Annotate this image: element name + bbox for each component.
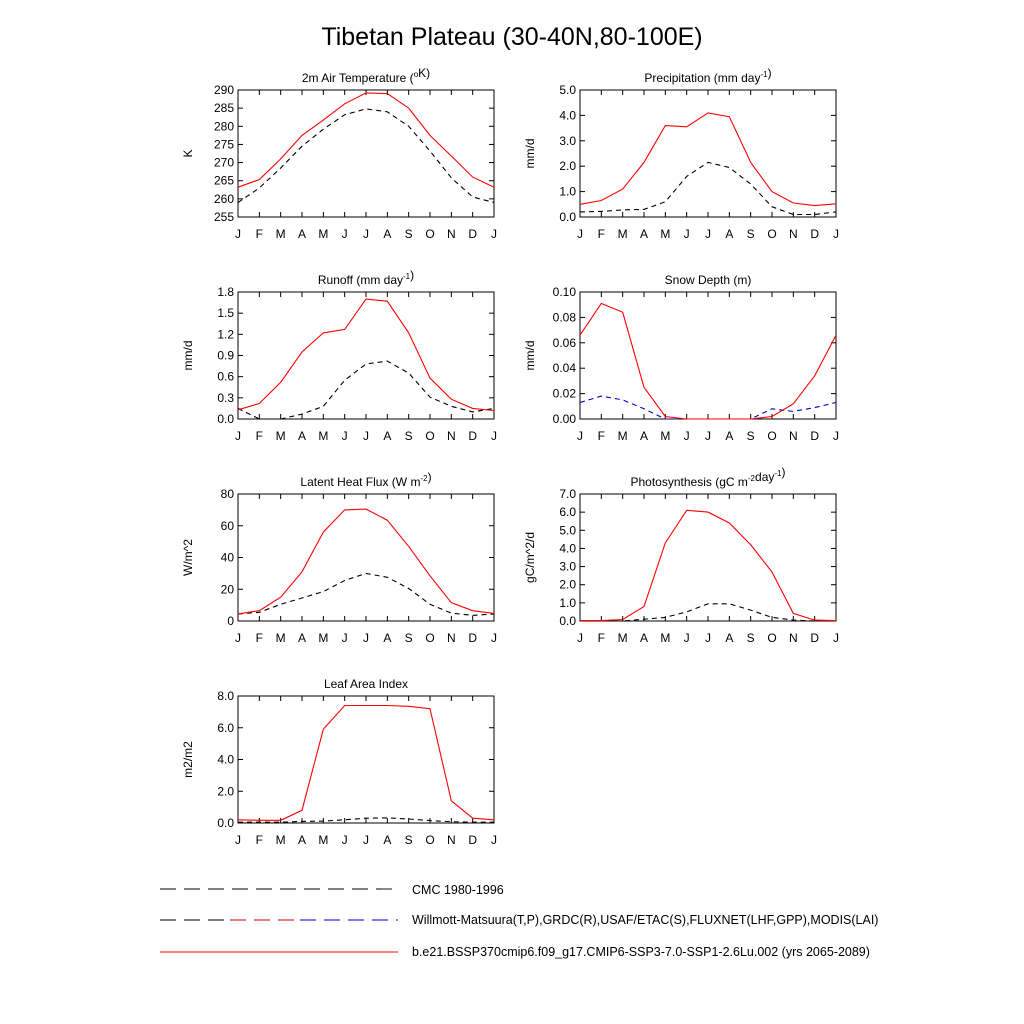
- panel-3: [181, 268, 497, 443]
- x-tick-label: A: [383, 227, 392, 241]
- x-tick-label: J: [833, 631, 839, 645]
- panel-title-sup: -2: [420, 474, 428, 483]
- x-tick-label: F: [597, 631, 606, 645]
- figure-title: Tibetan Plateau (30-40N,80-100E): [321, 23, 703, 51]
- x-tick-label: F: [597, 429, 606, 443]
- x-tick-label: J: [341, 833, 348, 847]
- x-tick-label: J: [235, 227, 241, 241]
- y-tick-label: 5.0: [559, 83, 576, 97]
- plot-frame: [238, 494, 494, 621]
- panel-title-after: ): [767, 66, 772, 80]
- x-tick-label: F: [597, 227, 606, 241]
- x-tick-label: J: [235, 631, 241, 645]
- x-tick-label: O: [425, 833, 435, 847]
- plot-frame: [580, 494, 836, 621]
- panel-title-sup: -1: [403, 272, 411, 281]
- y-tick-label: 20: [220, 582, 234, 597]
- y-tick-label: 0.0: [217, 412, 234, 426]
- y-tick-label: 6.0: [559, 505, 576, 520]
- y-tick-label: 4.0: [559, 541, 576, 556]
- plot-frame: [580, 90, 836, 217]
- x-tick-label: M: [617, 429, 628, 443]
- panel-title: [324, 677, 408, 691]
- series-line-model: [238, 299, 494, 410]
- x-tick-label: J: [577, 631, 583, 645]
- x-tick-label: D: [468, 833, 478, 847]
- x-tick-label: M: [660, 631, 671, 645]
- x-tick-label: N: [446, 833, 456, 847]
- y-tick-label: 0.06: [552, 335, 576, 350]
- x-tick-label: A: [639, 429, 649, 443]
- x-tick-label: S: [404, 631, 413, 645]
- x-tick-label: O: [425, 429, 435, 443]
- y-tick-label: 3.0: [559, 133, 576, 148]
- panel-title: [644, 66, 771, 85]
- x-tick-label: J: [363, 833, 369, 847]
- y-tick-label: 260: [213, 191, 234, 206]
- x-tick-label: O: [767, 227, 777, 241]
- panel-title-after: K): [418, 66, 431, 80]
- series-line-obs: [238, 361, 494, 419]
- x-tick-label: J: [705, 227, 711, 241]
- x-tick-label: M: [660, 429, 671, 443]
- x-tick-label: S: [746, 631, 755, 645]
- y-tick-label: 1.0: [559, 595, 576, 610]
- x-tick-label: J: [833, 429, 839, 443]
- x-tick-label: J: [235, 833, 241, 847]
- x-tick-label: O: [425, 631, 435, 645]
- x-tick-label: A: [639, 227, 649, 241]
- panel-title-sup: -1: [760, 70, 768, 79]
- x-tick-label: N: [446, 429, 456, 443]
- x-tick-label: S: [404, 833, 413, 847]
- x-tick-label: O: [425, 227, 435, 241]
- y-tick-label: 2.0: [217, 784, 234, 799]
- x-tick-label: J: [341, 631, 348, 645]
- x-tick-label: D: [468, 227, 478, 241]
- x-tick-label: M: [617, 227, 628, 241]
- x-tick-label: D: [810, 227, 820, 241]
- y-tick-label: 80: [220, 487, 234, 501]
- y-tick-label: 280: [213, 119, 234, 134]
- y-tick-label: 3.0: [559, 559, 576, 574]
- x-tick-label: J: [363, 429, 369, 443]
- series-line-model: [238, 509, 494, 614]
- x-tick-label: M: [318, 429, 329, 443]
- y-tick-label: 290: [213, 83, 234, 97]
- y-tick-label: 0.0: [559, 210, 576, 224]
- x-tick-label: J: [577, 429, 583, 443]
- y-tick-label: 0.6: [217, 369, 234, 384]
- x-tick-label: M: [275, 429, 286, 443]
- x-tick-label: J: [683, 429, 690, 443]
- panel-4: [523, 273, 839, 443]
- y-axis-label: mm/d: [181, 340, 195, 371]
- x-tick-label: J: [705, 429, 711, 443]
- y-tick-label: 4.0: [217, 752, 234, 767]
- x-tick-label: M: [275, 631, 286, 645]
- series-line-model: [580, 303, 836, 419]
- y-axis-label: mm/d: [523, 340, 537, 371]
- plot-frame: [238, 90, 494, 217]
- panel-1: [181, 66, 497, 241]
- y-tick-label: 285: [213, 101, 234, 116]
- y-tick-label: 265: [213, 173, 234, 188]
- panels-group: [181, 66, 839, 847]
- x-tick-label: O: [767, 631, 777, 645]
- x-tick-label: M: [275, 227, 286, 241]
- panel-title: [665, 273, 752, 287]
- x-tick-label: J: [683, 631, 690, 645]
- panel-5: [181, 470, 497, 645]
- y-tick-label: 5.0: [559, 523, 576, 538]
- x-tick-label: J: [833, 227, 839, 241]
- plot-frame: [238, 292, 494, 419]
- x-tick-label: A: [639, 631, 649, 645]
- panel-title-text: Latent Heat Flux (W m: [300, 475, 421, 489]
- legend: [160, 883, 878, 959]
- y-tick-label: 270: [213, 155, 234, 170]
- y-axis-label: K: [181, 149, 195, 158]
- x-tick-label: A: [297, 631, 307, 645]
- x-tick-label: A: [725, 227, 734, 241]
- x-tick-label: F: [255, 227, 264, 241]
- x-tick-label: S: [746, 429, 755, 443]
- x-tick-label: S: [746, 227, 755, 241]
- x-tick-label: J: [235, 429, 241, 443]
- x-tick-label: M: [275, 833, 286, 847]
- series-line-obs: [238, 573, 494, 615]
- y-tick-label: 7.0: [559, 487, 576, 501]
- x-tick-label: F: [255, 631, 264, 645]
- x-tick-label: A: [383, 631, 392, 645]
- panel-title-text: Photosynthesis (gC m: [630, 475, 748, 489]
- y-tick-label: 0.10: [552, 285, 576, 299]
- panel-6: [523, 465, 839, 645]
- x-tick-label: J: [683, 227, 690, 241]
- x-tick-label: D: [810, 631, 820, 645]
- x-tick-label: O: [767, 429, 777, 443]
- x-tick-label: N: [788, 227, 798, 241]
- series-line-obs: [580, 162, 836, 214]
- panel-title: [302, 66, 430, 85]
- x-tick-label: A: [383, 833, 392, 847]
- y-tick-label: 1.2: [217, 327, 234, 342]
- panel-title-after: ): [427, 470, 432, 484]
- x-tick-label: M: [660, 227, 671, 241]
- y-tick-label: 0.00: [552, 412, 576, 426]
- x-tick-label: N: [446, 227, 456, 241]
- x-tick-label: F: [255, 429, 264, 443]
- x-tick-label: J: [491, 631, 497, 645]
- y-tick-label: 2.0: [559, 159, 576, 174]
- panel-title-after: ): [781, 465, 786, 479]
- x-tick-label: J: [341, 227, 348, 241]
- x-tick-label: M: [318, 631, 329, 645]
- series-line-obs: [238, 109, 494, 203]
- panel-title-text: Runoff (mm day: [317, 273, 404, 287]
- x-tick-label: D: [810, 429, 820, 443]
- y-tick-label: 0.02: [552, 386, 576, 401]
- y-tick-label: 0.3: [217, 390, 234, 405]
- series-line-model: [580, 113, 836, 206]
- y-axis-label: gC/m^2/d: [523, 532, 537, 583]
- x-tick-label: A: [725, 429, 734, 443]
- x-tick-label: M: [318, 833, 329, 847]
- panel-title-text: Snow Depth (m): [664, 273, 752, 287]
- y-tick-label: 8.0: [217, 689, 234, 703]
- y-tick-label: 0.0: [559, 614, 576, 628]
- y-tick-label: 0.0: [217, 816, 234, 830]
- panel-title: [631, 465, 786, 489]
- y-tick-label: 2.0: [559, 577, 576, 592]
- y-axis-label: m2/m2: [181, 741, 195, 778]
- panel-title-sup2: -1: [774, 469, 782, 478]
- x-tick-label: J: [363, 631, 369, 645]
- y-tick-label: 1.5: [217, 306, 234, 321]
- x-tick-label: D: [468, 429, 478, 443]
- x-tick-label: N: [788, 429, 798, 443]
- y-tick-label: 275: [213, 137, 234, 152]
- panel-title-text: Leaf Area Index: [323, 677, 409, 691]
- panel-title-after: ): [410, 268, 415, 282]
- y-tick-label: 255: [213, 210, 234, 224]
- y-tick-label: 40: [220, 550, 234, 565]
- y-tick-label: 6.0: [217, 720, 234, 735]
- x-tick-label: F: [255, 833, 264, 847]
- series-line-model: [238, 93, 494, 187]
- panel-title-text: Precipitation (mm day: [644, 71, 761, 85]
- panel-7: [181, 677, 497, 847]
- x-tick-label: A: [383, 429, 392, 443]
- x-tick-label: N: [446, 631, 456, 645]
- series-line-model: [238, 706, 494, 821]
- x-tick-label: S: [404, 429, 413, 443]
- y-axis-label: W/m^2: [181, 539, 195, 576]
- x-tick-label: J: [705, 631, 711, 645]
- x-tick-label: A: [297, 429, 307, 443]
- panel-title-sup: -2: [747, 474, 756, 483]
- x-tick-label: N: [788, 631, 798, 645]
- x-tick-label: A: [725, 631, 734, 645]
- panel-title-text: 2m Air Temperature (: [301, 71, 414, 85]
- x-tick-label: J: [491, 227, 497, 241]
- x-tick-label: J: [577, 227, 583, 241]
- x-tick-label: M: [318, 227, 329, 241]
- y-axis-label: mm/d: [523, 138, 537, 169]
- x-tick-label: A: [297, 227, 307, 241]
- legend-label-cmc: CMC 1980-1996: [412, 883, 504, 897]
- legend-label-model: b.e21.BSSP370cmip6.f09_g17.CMIP6-SSP3-7.0-SSP1-2.6Lu.002 (yrs 2065-2089): [412, 945, 870, 959]
- y-tick-label: 4.0: [559, 108, 576, 123]
- y-tick-label: 0.08: [552, 310, 576, 325]
- x-tick-label: A: [297, 833, 307, 847]
- y-tick-label: 1.8: [217, 285, 234, 299]
- x-tick-label: M: [617, 631, 628, 645]
- x-tick-label: J: [363, 227, 369, 241]
- y-tick-label: 0.04: [552, 361, 576, 376]
- x-tick-label: J: [491, 833, 497, 847]
- legend-label-obs: Willmott-Matsuura(T,P),GRDC(R),USAF/ETAC(S),FLUXNET(LHF,GPP),MODIS(LAI): [412, 913, 879, 927]
- y-tick-label: 1.0: [559, 184, 576, 199]
- panel-2: [523, 66, 839, 241]
- panel-title: [300, 470, 431, 489]
- x-tick-label: D: [468, 631, 478, 645]
- panel-title-sup: o: [413, 70, 419, 79]
- y-tick-label: 0.9: [217, 348, 234, 363]
- x-tick-label: J: [491, 429, 497, 443]
- y-tick-label: 0: [227, 614, 234, 628]
- y-tick-label: 60: [220, 518, 234, 533]
- x-tick-label: J: [341, 429, 348, 443]
- panel-title: [318, 268, 414, 287]
- panel-title-mid: day: [755, 470, 775, 484]
- x-tick-label: S: [404, 227, 413, 241]
